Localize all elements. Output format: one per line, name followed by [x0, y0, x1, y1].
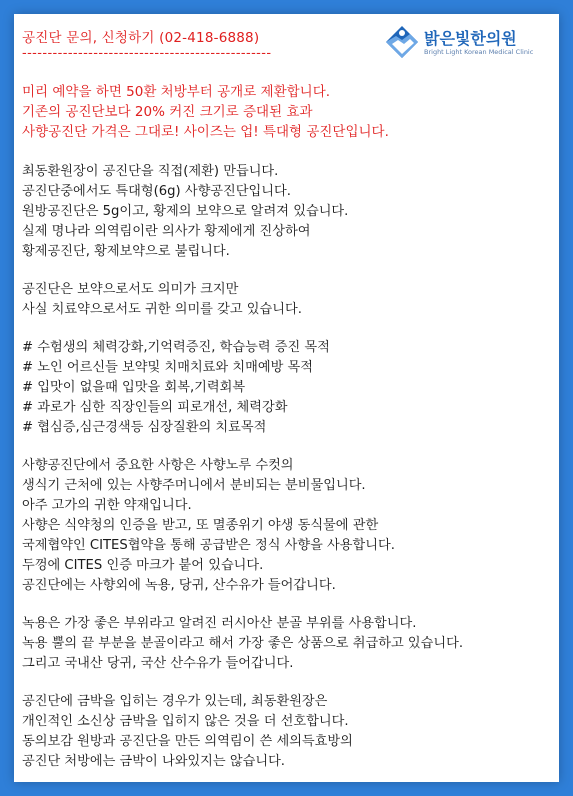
- text-line: 사실 치료약으로서도 귀한 의미를 갖고 있습니다.: [22, 302, 302, 317]
- paragraph-antler: [22, 614, 542, 674]
- paragraph-meaning: [22, 280, 542, 320]
- list-item: # 입맛이 없을때 입맛을 회복,기력회복: [22, 380, 246, 395]
- dashed-divider: -------------------------------------------------: [22, 46, 272, 61]
- text-line: 최동환원장이 공진단을 직접(제환) 만듭니다.: [22, 164, 279, 179]
- text-line: 공진단 처방에는 금박이 나와있지는 않습니다.: [22, 754, 286, 769]
- text-line: 원방공진단은 5g이고, 황제의 보약으로 알려져 있습니다.: [22, 204, 349, 219]
- text-line: 그리고 국내산 당귀, 국산 산수유가 들어갑니다.: [22, 656, 294, 671]
- text-line: 공진단에는 사향외에 녹용, 당귀, 산수유가 들어갑니다.: [22, 578, 336, 593]
- list-item: # 과로가 심한 직장인들의 피로개선, 체력강화: [22, 400, 288, 415]
- contact-line: 공진단 문의, 신청하기 (02-418-6888): [22, 30, 260, 46]
- list-item: # 노인 어르신들 보약및 치매치료와 치매예방 목적: [22, 360, 313, 375]
- text-line: 아주 고가의 귀한 약재입니다.: [22, 498, 192, 513]
- text-line: 생식기 근처에 있는 사향주머니에서 분비되는 분비물입니다.: [22, 478, 366, 493]
- mountain-sun-logo-icon: [384, 24, 420, 62]
- paragraph-intro: [22, 162, 542, 262]
- notice-line: 사향공진단 가격은 그대로! 사이즈는 업! 특대형 공진단입니다.: [22, 124, 389, 140]
- text-line: 황제공진단, 황제보약으로 불립니다.: [22, 244, 230, 259]
- text-line: 국제협약인 CITES협약을 통해 공급받은 정식 사향을 사용합니다.: [22, 538, 395, 553]
- text-line: 공진단은 보약으로서도 의미가 크지만: [22, 282, 239, 297]
- clinic-logo: [384, 22, 534, 66]
- paragraph-musk: [22, 456, 542, 596]
- clinic-english-name: Bright Light Korean Medical Clinic: [424, 48, 534, 56]
- clinic-name: 밝은빛한의원: [424, 29, 517, 48]
- text-line: 공진단중에서도 특대형(6g) 사향공진단입니다.: [22, 184, 291, 199]
- text-line: 동의보감 원방과 공진단을 만든 의역림이 쓴 세의득효방의: [22, 734, 353, 749]
- notice-line: 기존의 공진단보다 20% 커진 크기로 증대된 효과: [22, 104, 313, 120]
- notice-block: [22, 82, 542, 142]
- document-body: [22, 162, 542, 790]
- notice-line: 미리 예약을 하면 50환 처방부터 공개로 제환합니다.: [22, 84, 331, 100]
- text-line: 녹용은 가장 좋은 부위라고 알려진 러시아산 분골 부위를 사용합니다.: [22, 616, 417, 631]
- text-line: 공진단에 금박을 입히는 경우가 있는데, 최동환원장은: [22, 694, 328, 709]
- text-line: 두껑에 CITES 인증 마크가 붙어 있습니다.: [22, 558, 264, 573]
- list-item: # 수험생의 체력강화,기억력증진, 학습능력 증진 목적: [22, 340, 330, 355]
- text-line: 녹용 뿔의 끝 부분을 분골이라고 해서 가장 좋은 상품으로 취급하고 있습니다.: [22, 636, 464, 651]
- paragraph-gold-leaf: [22, 692, 542, 772]
- text-line: 사향공진단에서 중요한 사항은 사향노루 수컷의: [22, 458, 294, 473]
- text-line: 개인적인 소신상 금박을 입히지 않은 것을 더 선호합니다.: [22, 714, 349, 729]
- text-line: 사향은 식약청의 인증을 받고, 또 멸종위기 야생 동식물에 관한: [22, 518, 379, 533]
- text-line: 실제 명나라 의역림이란 의사가 황제에게 진상하여: [22, 224, 311, 239]
- list-item: # 협심증,심근경색등 심장질환의 치료목적: [22, 420, 267, 435]
- paragraph-purposes: [22, 338, 542, 438]
